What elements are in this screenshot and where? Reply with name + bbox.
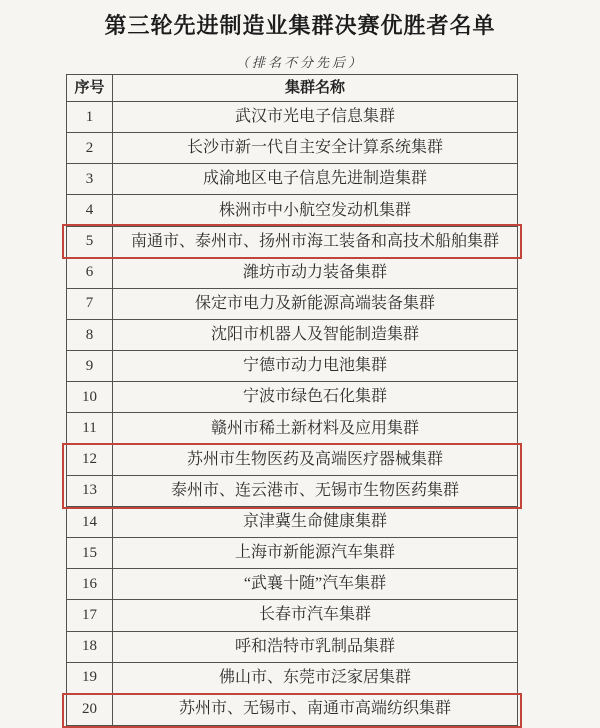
row-index-cell: 17 — [67, 600, 113, 631]
row-index-cell: 2 — [67, 133, 113, 164]
row-name-cell: 成渝地区电子信息先进制造集群 — [113, 164, 517, 195]
row-name-cell: 宁德市动力电池集群 — [113, 351, 517, 382]
row-name-cell: 上海市新能源汽车集群 — [113, 538, 517, 569]
row-name-cell: 潍坊市动力装备集群 — [113, 258, 517, 289]
row-index-cell: 11 — [67, 413, 113, 444]
row-name-cell: 沈阳市机器人及智能制造集群 — [113, 320, 517, 351]
row-index-cell: 20 — [67, 694, 113, 725]
winners-table — [66, 74, 518, 726]
column-header-index: 序号 — [67, 75, 113, 102]
row-name-cell: 赣州市稀土新材料及应用集群 — [113, 413, 517, 444]
row-index-cell: 8 — [67, 320, 113, 351]
row-index-cell: 10 — [67, 382, 113, 413]
row-index-cell: 7 — [67, 289, 113, 320]
row-name-cell: 呼和浩特市乳制品集群 — [113, 632, 517, 663]
page-subtitle: （排名不分先后） — [235, 55, 364, 70]
row-index-cell: 6 — [67, 258, 113, 289]
row-index-cell: 18 — [67, 632, 113, 663]
row-index-cell: 1 — [67, 102, 113, 133]
row-index-cell: 13 — [67, 476, 113, 507]
row-name-cell: 保定市电力及新能源高端装备集群 — [113, 289, 517, 320]
row-index-cell: 3 — [67, 164, 113, 195]
row-name-cell: 泰州市、连云港市、无锡市生物医药集群 — [113, 476, 517, 507]
row-index-cell: 5 — [67, 227, 113, 258]
page-title: 第三轮先进制造业集群决赛优胜者名单 — [104, 13, 496, 38]
row-name-cell: 南通市、泰州市、扬州市海工装备和高技术船舶集群 — [113, 227, 517, 258]
row-index-cell: 12 — [67, 445, 113, 476]
row-name-cell: 苏州市生物医药及高端医疗器械集群 — [113, 445, 517, 476]
column-header-name: 集群名称 — [113, 75, 517, 102]
row-index-cell: 19 — [67, 663, 113, 694]
row-index-cell: 16 — [67, 569, 113, 600]
row-index-cell: 15 — [67, 538, 113, 569]
row-name-cell: 长春市汽车集群 — [113, 600, 517, 631]
row-name-cell: 京津冀生命健康集群 — [113, 507, 517, 538]
row-index-cell: 4 — [67, 195, 113, 226]
row-name-cell: “武襄十随”汽车集群 — [113, 569, 517, 600]
row-name-cell: 宁波市绿色石化集群 — [113, 382, 517, 413]
row-name-cell: 武汉市光电子信息集群 — [113, 102, 517, 133]
row-index-cell: 14 — [67, 507, 113, 538]
row-name-cell: 佛山市、东莞市泛家居集群 — [113, 663, 517, 694]
row-name-cell: 苏州市、无锡市、南通市高端纺织集群 — [178, 700, 451, 718]
row-index-cell: 9 — [67, 351, 113, 382]
row-name-cell: 长沙市新一代自主安全计算系统集群 — [113, 133, 517, 164]
row-name-cell: 株洲市中小航空发动机集群 — [113, 195, 517, 226]
